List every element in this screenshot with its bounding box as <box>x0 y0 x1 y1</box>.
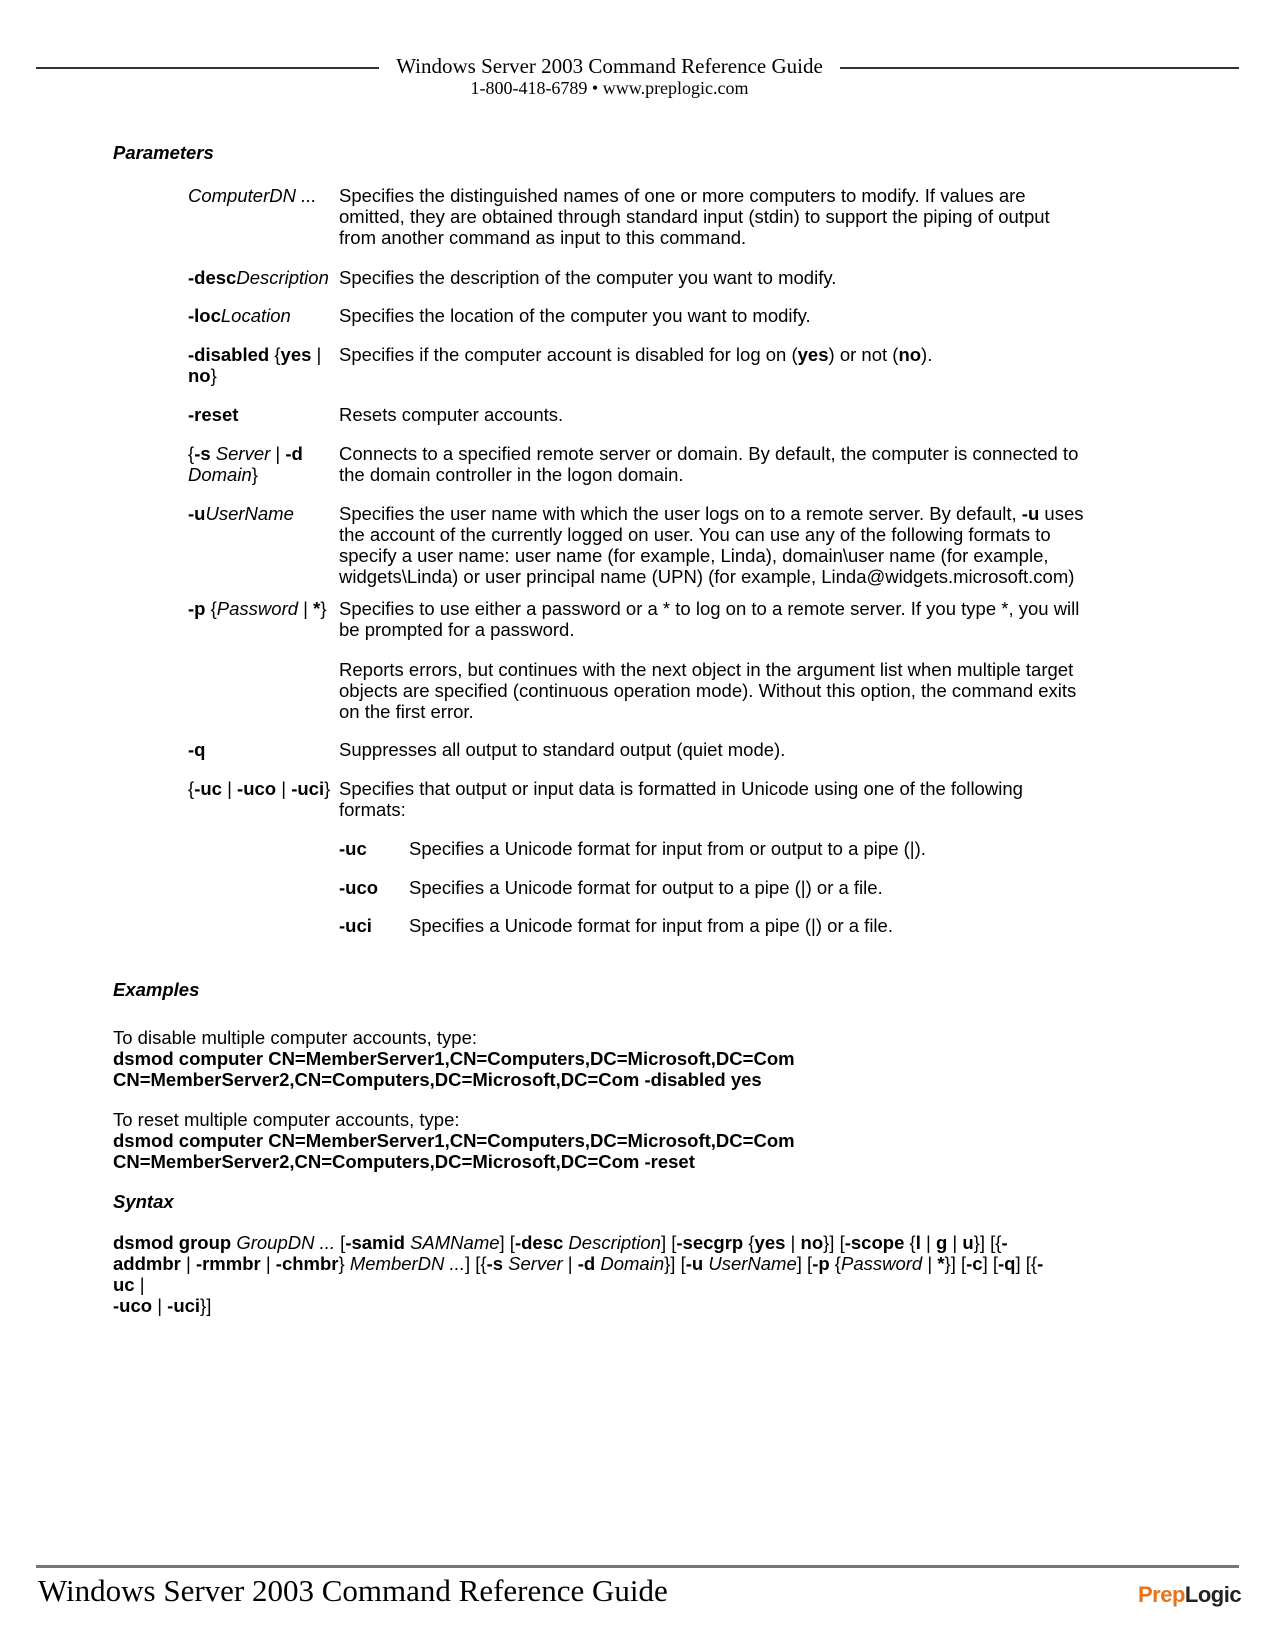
example-command: dsmod computer CN=MemberServer1,CN=Computers,DC=Microsoft,DC=Com CN=MemberServer2,CN=Computers,DC=Microsoft,DC=Com -disabled yes <box>113 1048 795 1090</box>
header-title: Windows Server 2003 Command Reference Guide <box>396 54 823 78</box>
param-desc: Reports errors, but continues with the next object in the argument list when multiple target objects are specified (continuous operation mode). Without this option, the command exits on the first error. <box>339 659 1077 722</box>
param-desc: Resets computer accounts. <box>339 404 564 425</box>
param-desc: Specifies the distinguished names of one or more computers to modify. If values are omitted, they are obtained through standard input (stdin) to support the piping of output from another command as input to this command. <box>339 185 1050 248</box>
param-desc: Connects to a specified remote server or domain. By default, the computer is connected to the domain controller in the logon domain. <box>339 443 1079 485</box>
param-term: -locLocation <box>188 305 291 326</box>
param-term: -disabled {yes | no} <box>188 344 322 386</box>
unicode-option-flag: -uci <box>339 915 372 936</box>
header-rule-right <box>840 67 1239 69</box>
param-term: -q <box>188 739 206 760</box>
param-term: -descDescription <box>188 267 329 288</box>
param-desc: Specifies the description of the computer you want to modify. <box>339 267 837 288</box>
example-intro: To disable multiple computer accounts, type: <box>113 1027 478 1048</box>
param-term: ComputerDN ... <box>188 185 317 206</box>
param-term: -uUserName <box>188 503 294 524</box>
param-term: -reset <box>188 404 239 425</box>
header-rule-left <box>36 67 379 69</box>
page-header <box>36 50 1239 110</box>
preplogic-logo: PrepLogic <box>1138 1582 1242 1607</box>
param-desc: Specifies if the computer account is disabled for log on (yes) or not (no). <box>339 344 933 365</box>
unicode-option-desc: Specifies a Unicode format for input from or output to a pipe (|). <box>409 838 926 859</box>
example-intro: To reset multiple computer accounts, type: <box>113 1109 460 1130</box>
param-term: {-uc | -uco | -uci} <box>188 778 331 799</box>
param-desc: Specifies the location of the computer you want to modify. <box>339 305 811 326</box>
footer-rule <box>36 1565 1239 1568</box>
param-desc: Suppresses all output to standard output (quiet mode). <box>339 739 786 760</box>
unicode-option-flag: -uco <box>339 877 379 898</box>
unicode-option-desc: Specifies a Unicode format for output to a pipe (|) or a file. <box>409 877 883 898</box>
unicode-option-flag: -uc <box>339 838 367 859</box>
param-desc: Specifies the user name with which the user logs on to a remote server. By default, -u uses the account of the currently logged on user. You can use any of the following formats to specify a user name: user name (for example, Linda), domain\user name (for example, widgets\Linda) or user principal name (UPN) (for example, Linda@widgets.microsoft.com) <box>339 503 1084 587</box>
param-desc: Specifies that output or input data is formatted in Unicode using one of the following formats: <box>339 778 1023 820</box>
example-block <box>113 1027 1113 1090</box>
section-heading-syntax: Syntax <box>113 1191 174 1212</box>
section-heading-examples: Examples <box>113 979 200 1000</box>
syntax-block: dsmod group GroupDN ... [-samid SAMName] [-desc Description] [-secgrp {yes | no}] [-scope {l | g | u}] [{- addmbr | -rmmbr | -chmbr} MemberDN ...] [{-s Server | -d Domain}] [-u UserName] [-p {Password | *}] [-c] [-q] [{-uc | -uco | -uci}] <box>113 1232 1044 1316</box>
unicode-option-desc: Specifies a Unicode format for input from a pipe (|) or a file. <box>409 915 893 936</box>
param-term: {-s Server | -d Domain} <box>188 443 303 485</box>
param-desc: Specifies to use either a password or a * to log on to a remote server. If you type *, you will be prompted for a password. <box>339 598 1080 640</box>
header-contact: 1-800-418-6789 • www.preplogic.com <box>470 78 749 98</box>
section-heading-parameters: Parameters <box>113 142 214 163</box>
example-block <box>113 1109 1113 1172</box>
footer-title: Windows Server 2003 Command Reference Guide <box>38 1573 668 1608</box>
example-command: dsmod computer CN=MemberServer1,CN=Computers,DC=Microsoft,DC=Com CN=MemberServer2,CN=Computers,DC=Microsoft,DC=Com -reset <box>113 1130 795 1172</box>
param-term: -p {Password | *} <box>188 598 327 619</box>
